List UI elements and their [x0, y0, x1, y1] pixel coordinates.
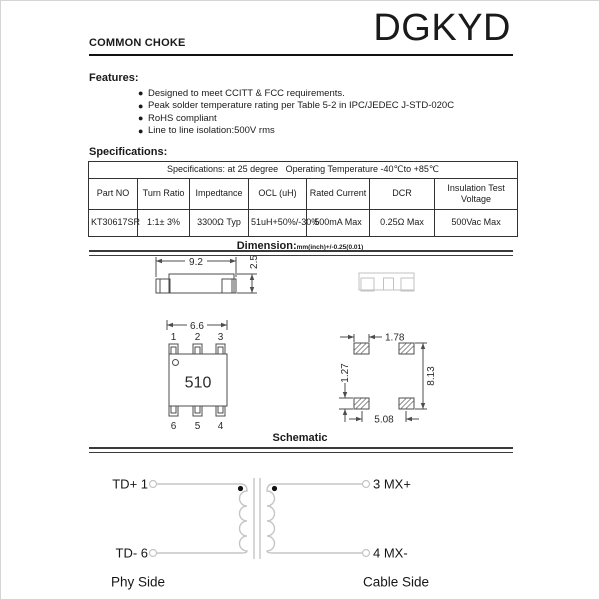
cell-part-no: KT30617SR	[89, 210, 138, 237]
dim-pad-height: 1.27	[340, 363, 351, 383]
feature-text: RoHS compliant	[148, 112, 217, 124]
pin-label-mx-plus: 3 MX+	[373, 476, 411, 492]
dim-arrow	[250, 274, 254, 280]
pin-number-5: 5	[194, 421, 201, 432]
feature-item	[138, 125, 454, 138]
specifications-table	[88, 161, 518, 237]
cell-dcr: 0.25Ω Max	[370, 210, 435, 237]
pin-label-mx-minus: 4 MX-	[373, 545, 408, 561]
cell-turn-ratio: 1:1± 3%	[138, 210, 190, 237]
dim-vertical-span: 8.13	[426, 366, 437, 386]
pin-number-2: 2	[194, 332, 201, 343]
polarity-dot-icon	[238, 486, 243, 491]
dimension-drawings	[81, 251, 521, 436]
dim-arrow	[348, 335, 354, 339]
phy-side-label: Phy Side	[111, 574, 166, 590]
bullet-icon: ●	[138, 100, 144, 111]
cell-rated-current: 500mA Max	[307, 210, 370, 237]
dim-body-width: 9.2	[189, 257, 203, 268]
dim-arrow	[421, 403, 425, 409]
pin-number-4: 4	[217, 421, 224, 432]
pin-number-1: 1	[170, 332, 177, 343]
schematic-wires	[157, 478, 363, 559]
col-header: Rated Current	[307, 179, 370, 210]
header-rule	[89, 54, 513, 56]
side-view-drawing	[156, 257, 257, 293]
dim-pad-width: 1.78	[385, 332, 405, 344]
feature-text: Peak solder temperature rating per Table 5-2 in IPC/JEDEC J-STD-020C	[148, 100, 455, 112]
dimension-title: Dimension:	[236, 240, 297, 252]
dim-arrow	[356, 417, 362, 421]
pin-label-td-plus: TD+ 1	[112, 476, 148, 492]
col-header: OCL (uH)	[249, 179, 307, 210]
dim-arrow	[167, 323, 173, 327]
col-header: DCR	[370, 179, 435, 210]
cable-side-label: Cable Side	[363, 574, 430, 590]
col-header: Turn Ratio	[138, 179, 190, 210]
pin-number-3: 3	[217, 332, 224, 343]
cell-ocl: 51uH+50%/-30%	[249, 210, 307, 237]
cell-impedance: 3300Ω Typ	[190, 210, 249, 237]
terminal-icon	[150, 481, 157, 488]
schematic-drawing	[81, 469, 521, 596]
dim-arrow	[406, 417, 412, 421]
dim-arrow	[369, 335, 375, 339]
bullet-icon: ●	[138, 113, 144, 124]
dim-body-height: 2.5	[249, 255, 260, 269]
dim-arrow	[230, 259, 236, 263]
doc-type-title: COMMON CHOKE	[89, 37, 186, 49]
secondary-winding	[267, 484, 275, 553]
schematic-heading: Schematic	[272, 432, 328, 444]
dim-arrow	[343, 409, 347, 415]
dim-arrow	[343, 392, 347, 398]
schematic-divider	[89, 447, 513, 453]
terminal-icon	[363, 550, 370, 557]
pad-hatching	[355, 344, 414, 409]
specifications-heading: Specifications:	[89, 146, 168, 158]
dim-arrow	[221, 323, 227, 327]
feature-item	[138, 100, 454, 113]
dim-horizontal-pitch: 5.08	[374, 414, 394, 426]
table-row	[89, 210, 518, 237]
polarity-dot-icon	[272, 486, 277, 491]
dimension-tolerance-note: mm(inch)+/-0.25(0.01)	[296, 244, 364, 251]
col-header: Part NO	[89, 179, 138, 210]
part-marking: 510	[184, 374, 212, 392]
col-header: Insulation Test Voltage	[435, 179, 518, 210]
feature-text: Line to line isolation:500V rms	[148, 125, 275, 137]
dim-arrow	[421, 343, 425, 349]
land-pattern-drawing	[339, 334, 427, 422]
terminal-icon	[150, 550, 157, 557]
primary-winding	[240, 484, 247, 553]
brand-logo: DGKYD	[373, 7, 511, 49]
dim-top-width: 6.6	[190, 321, 204, 332]
bullet-icon: ●	[138, 88, 144, 99]
dim-arrow	[250, 287, 254, 293]
terminal-icon	[363, 481, 370, 488]
condition-cell: Specifications: at 25 degree Operating Temperature -40℃to +85℃	[89, 162, 518, 179]
col-header: Impedtance	[190, 179, 249, 210]
features-heading: Features:	[89, 72, 139, 84]
cell-insulation: 500Vac Max	[435, 210, 518, 237]
table-condition-row	[89, 162, 518, 179]
pin-number-6: 6	[170, 421, 177, 432]
feature-item	[138, 87, 454, 100]
dim-arrow	[156, 259, 162, 263]
table-header-row	[89, 179, 518, 210]
features-list	[138, 87, 454, 137]
feature-text: Designed to meet CCITT & FCC requirements.	[148, 87, 345, 99]
pin-label-td-minus: TD- 6	[115, 545, 148, 561]
end-view-drawing	[359, 273, 414, 291]
bullet-icon: ●	[138, 125, 144, 136]
feature-item	[138, 112, 454, 125]
